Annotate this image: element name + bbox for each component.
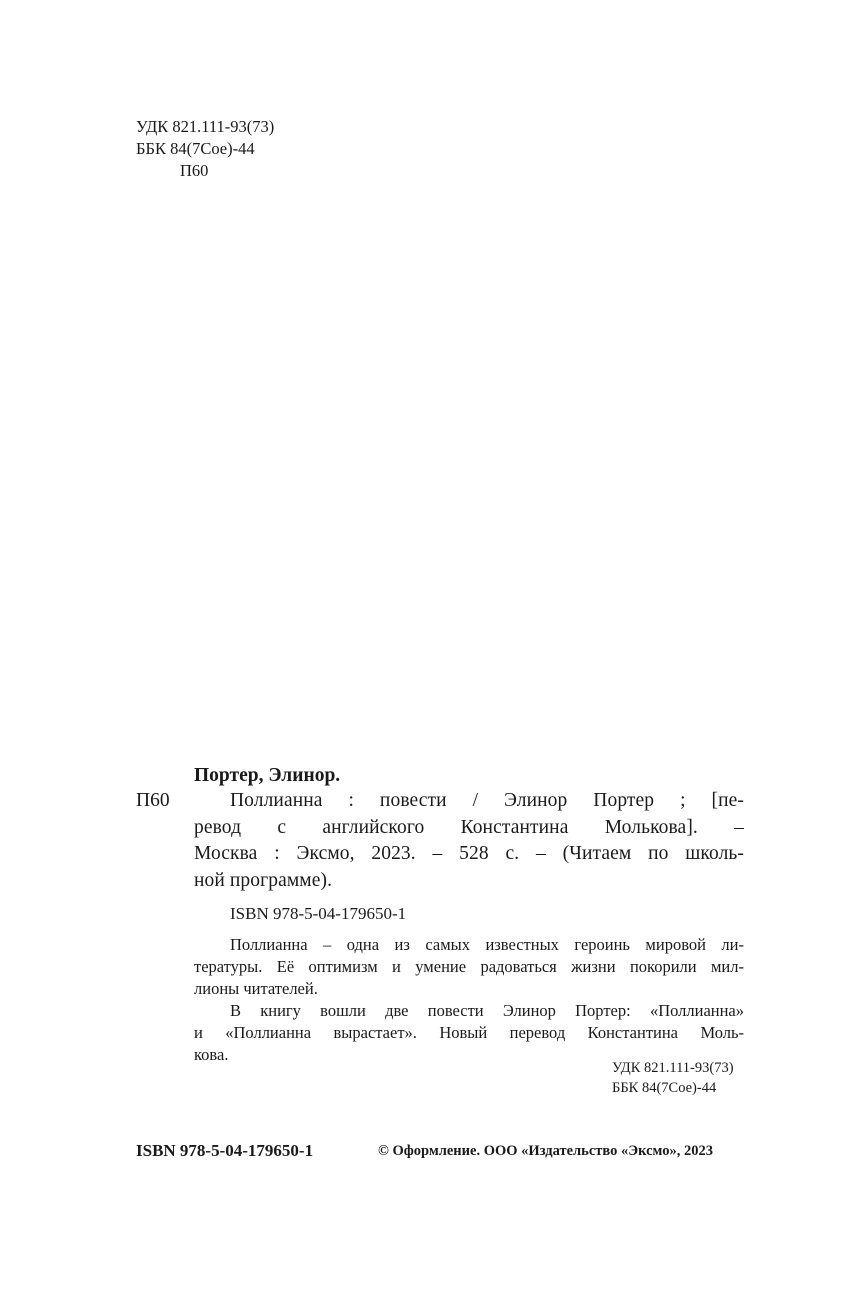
bibliographic-entry <box>194 788 744 894</box>
author-sign: П60 <box>180 161 209 180</box>
bbk-code: ББК 84(7Сое)-44 <box>136 139 255 158</box>
top-classification-codes <box>136 116 274 182</box>
udk-code: УДК 821.111-93(73) <box>136 117 275 136</box>
annotation-line: лионы читателей. <box>194 979 318 998</box>
entry-line: Поллианна : повести / Элинор Портер ; [пе- <box>230 790 744 811</box>
annotation-line: кова. <box>194 1045 229 1064</box>
copyright-notice: © Оформление. ООО «Издательство «Эксмо», 2023 <box>378 1143 713 1159</box>
annotation-line: Поллианна – одна из самых известных героинь мировой ли- <box>230 935 744 954</box>
entry-line: Москва : Эксмо, 2023. – 528 с. – (Читаем по школь- <box>194 843 744 864</box>
bottom-classification-codes <box>612 1058 734 1098</box>
footer-isbn: ISBN 978-5-04-179650-1 <box>136 1141 314 1160</box>
annotation <box>194 934 744 1066</box>
annotation-line: и «Поллианна вырастает». Новый перевод Константина Моль- <box>194 1023 744 1042</box>
entry-line: ревод с английского Константина Молькова]. – <box>194 816 744 838</box>
bbk-code-bottom: ББК 84(7Сое)-44 <box>612 1080 717 1096</box>
entry-author: Портер, Элинор. <box>194 765 341 786</box>
annotation-line: В книгу вошли две повести Элинор Портер: «Поллианна» <box>230 1001 744 1020</box>
entry-line: ной программе). <box>194 869 333 891</box>
entry-author-sign: П60 <box>136 790 170 811</box>
entry-isbn: ISBN 978-5-04-179650-1 <box>230 904 407 923</box>
annotation-line: тературы. Её оптимизм и умение радоваться жизни покорили мил- <box>194 957 744 976</box>
udk-code-bottom: УДК 821.111-93(73) <box>612 1060 734 1076</box>
